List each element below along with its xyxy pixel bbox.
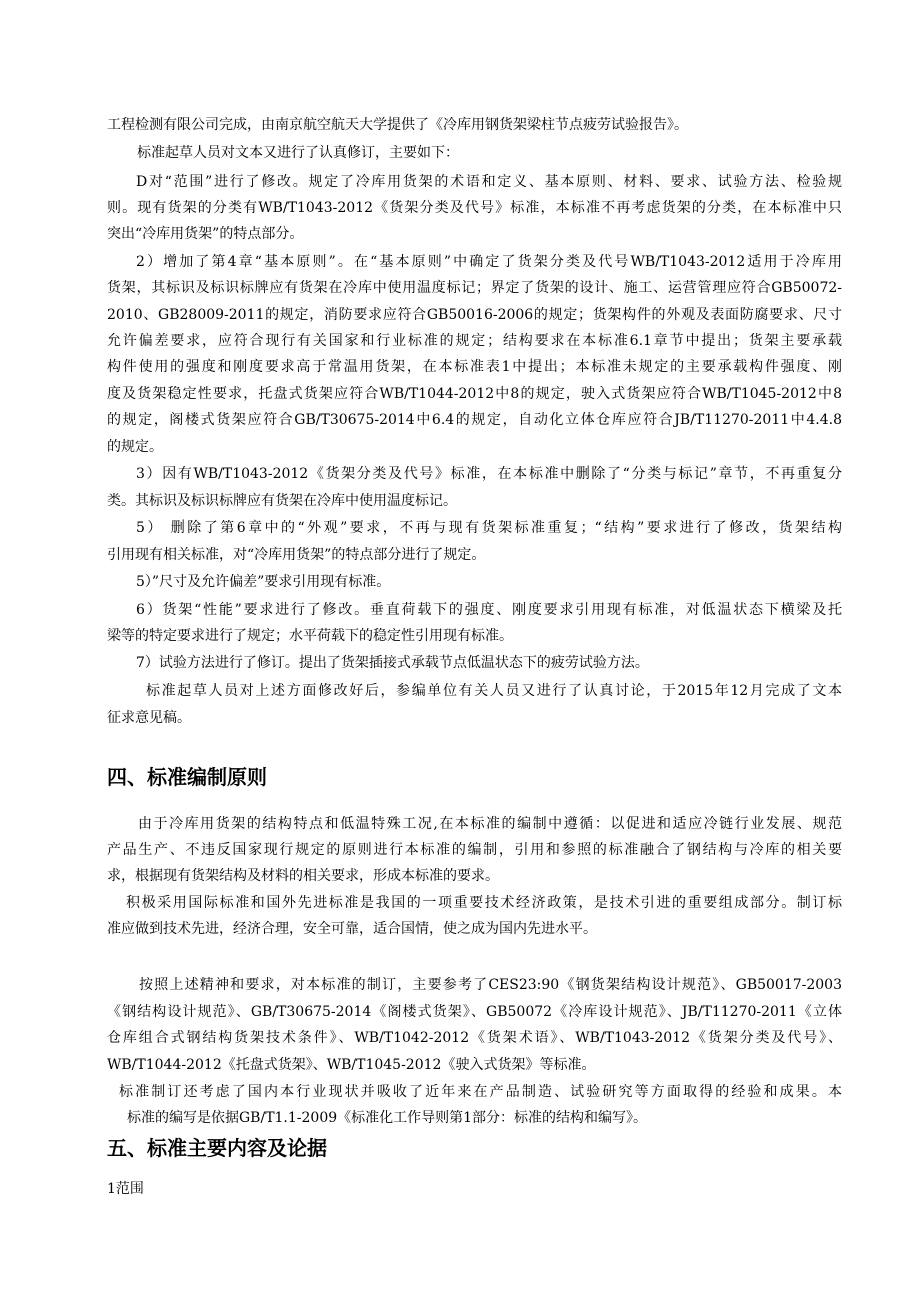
paragraph-line: 构件使用的强度和刚度要求高于常温用货架，在本标准表1中提出；本标准未规定的主要承载构件强度、刚 xyxy=(107,359,842,375)
section-heading-4: 四、标准编制原则 xyxy=(107,765,267,789)
paragraph-line: 度及货架稳定性要求，托盘式货架应符合WB/T1044-2012中8的规定，驶入式货架应符合WB/T1045-2012中8 xyxy=(107,386,842,402)
paragraph-line: 征求意见稿。 xyxy=(107,710,191,726)
paragraph-line: 则。现有货架的分类有WB/T1043-2012《货架分类及代号》标准，本标准不再考虑货架的分类，在本标准中只 xyxy=(107,200,842,216)
paragraph-line: 货架，其标识及标识标牌应有货架在冷库中使用温度标记；界定了货架的设计、施工、运营管理应符合GB50072- xyxy=(107,280,842,296)
paragraph-line: 由于冷库用货架的结构特点和低温特殊工况,在本标准的编制中遵循：以促进和适应冷链行业发展、规范 xyxy=(138,816,842,832)
paragraph-line: 的规定。 xyxy=(107,439,163,455)
paragraph-line: 3）因有WB/T1043-2012《货架分类及代号》标准，在本标准中删除了“分类与标记”章节，不再重复分 xyxy=(136,466,842,482)
section-heading-5: 五、标准主要内容及论据 xyxy=(107,1136,327,1160)
paragraph-line: 引用现有相关标准，对“冷库用货架”的特点部分进行了规定。 xyxy=(107,547,486,563)
paragraph-line: 的规定，阁楼式货架应符合GB/T30675-2014中6.4的规定，自动化立体仓库应符合JB/T11270-2011中4.4.8 xyxy=(107,412,842,428)
paragraph-line: 仓库组合式钢结构货架技术条件》、WB/T1042-2012《货架术语》、WB/T1043-2012《货架分类及代号》、 xyxy=(107,1030,842,1046)
paragraph-line: 2010、GB28009-2011的规定，消防要求应符合GB50016-2006的规定；货架构件的外观及表面防腐要求、尺寸 xyxy=(107,307,842,323)
paragraph-line: 标准起草人员对上述方面修改好后，参编单位有关人员又进行了认真讨论，于2015年12月完成了文本 xyxy=(146,683,842,699)
paragraph-line: 按照上述精神和要求，对本标准的制订，主要参考了CES23:90《钢货架结构设计规范》、GB50017-2003 xyxy=(139,977,842,993)
paragraph-line: 6）货架“性能”要求进行了修改。垂直荷载下的强度、刚度要求引用现有标准，对低温状态下横梁及托 xyxy=(136,602,842,618)
paragraph-line: 梁等的特定要求进行了规定；水平荷载下的稳定性引用现有标准。 xyxy=(107,628,513,644)
paragraph-line: 5）”尺寸及允许偏差”要求引用现有标准。 xyxy=(136,574,391,590)
paragraph-line: 积极采用国际标准和国外先进标准是我国的一项重要技术经济政策，是技术引进的重要组成部分。制订标 xyxy=(126,895,842,911)
paragraph-line: 标准的编写是依据GB/T1.1-2009《标准化工作导则第1部分：标准的结构和编写》。 xyxy=(127,1110,648,1126)
paragraph-line: 2）增加了第4章“基本原则”。在“基本原则”中确定了货架分类及代号WB/T1043-2012适用于冷库用 xyxy=(136,254,842,270)
paragraph-line: 求，根据现有货架结构及材料的相关要求，形成本标准的要求。 xyxy=(107,868,499,884)
paragraph-line: 标准起草人员对文本又进行了认真修订，主要如下： xyxy=(137,145,459,161)
paragraph-line: 产品生产、不违反国家现行规定的原则进行本标准的编制，引用和参照的标准融合了钢结构与冷库的相关要 xyxy=(107,842,842,858)
paragraph-line: 突出“冷库用货架”的特点部分。 xyxy=(107,226,304,242)
paragraph-line: 5） 删除了第6章中的“外观”要求，不再与现有货架标准重复；“结构”要求进行了修改，货架结构 xyxy=(136,520,842,536)
paragraph-line: 准应做到技术先进，经济合理，安全可靠，适合国情，使之成为国内先进水平。 xyxy=(107,921,597,937)
paragraph-line: 工程检测有限公司完成，由南京航空航天大学提供了《冷库用钢货架梁柱节点疲劳试验报告》。 xyxy=(107,117,688,133)
paragraph-line: 《钢结构设计规范》、GB/T30675-2014《阁楼式货架》、GB50072《冷库设计规范》、JB/T11270-2011《立体 xyxy=(107,1004,842,1020)
paragraph-line: 标准制订还考虑了国内本行业现状并吸收了近年来在产品制造、试验研究等方面取得的经验和成果。本 xyxy=(119,1084,842,1100)
paragraph-line: 类。其标识及标识标牌应有货架在冷库中使用温度标记。 xyxy=(107,493,457,509)
paragraph-line: 允许偏差要求，应符合现行有关国家和行业标准的规定；结构要求在本标准6.1章节中提出；货架主要承载 xyxy=(107,333,842,349)
paragraph-line: 7）试验方法进行了修订。提出了货架插接式承载节点低温状态下的疲劳试验方法。 xyxy=(136,655,649,671)
paragraph-line: 1范围 xyxy=(107,1181,144,1197)
paragraph-line: D对“范围”进行了修改。规定了冷库用货架的术语和定义、基本原则、材料、要求、试验方法、检验规 xyxy=(136,174,842,190)
paragraph-line: WB/T1044-2012《托盘式货架》、WB/T1045-2012《驶入式货架》等标准。 xyxy=(107,1057,596,1073)
